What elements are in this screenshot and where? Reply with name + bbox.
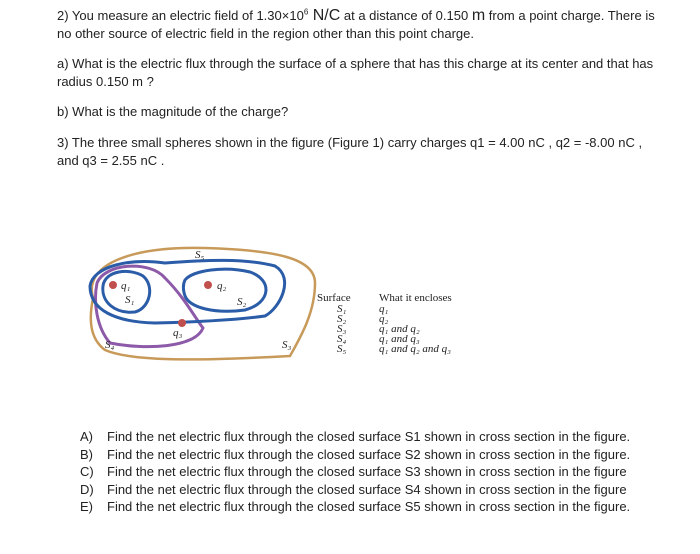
question-letter: B) [80, 446, 93, 462]
question-letter: E) [80, 499, 93, 514]
enclosure-table [317, 292, 452, 355]
question-text: Find the net electric flux through the closed surface S1 shown in cross section in the figure. [107, 429, 631, 444]
table-header-surface: Surface [317, 292, 351, 304]
question-2a-line-2: radius 0.150 m ? [57, 74, 154, 89]
problem-3-line-2: and q3 = 2.55 nC . [57, 153, 165, 168]
exponent: 6 [303, 7, 309, 17]
question-item [80, 498, 690, 516]
question-2a-line-1: a) What is the electric flux through the surface of a sphere that has this charge at its center and that has [57, 56, 654, 71]
question-text: Find the net electric flux through the closed surface S3 shown in cross section in the figure [107, 464, 627, 479]
question-letter: D) [80, 481, 94, 497]
table-row-encloses: q₂ [379, 313, 389, 325]
question-2b: b) What is the magnitude of the charge? [57, 104, 289, 119]
table-row-surface: S₁ [337, 303, 347, 315]
label-q3: q₃ [173, 327, 183, 339]
table-row-encloses: q₁ and q₂ [379, 323, 420, 335]
label-s4: S₄ [105, 339, 115, 351]
label-q1: q₁ [121, 280, 131, 292]
distance-text: at a distance of 0.150 [340, 8, 472, 23]
table-row-encloses: q₁ and q₂ and q₃ [379, 343, 451, 355]
problem-3-line-1: 3) The three small spheres shown in the figure (Figure 1) carry charges q1 = 4.00 nC , q2 = -8.00 nC , [57, 135, 643, 150]
table-row-encloses: q₁ [379, 303, 389, 315]
problem-2-line-1 [57, 6, 687, 25]
field-text: 2) You measure an electric field of 1.30×10 [57, 8, 304, 23]
table-row-surface: S₅ [337, 343, 347, 355]
label-s5: S₅ [195, 249, 205, 261]
label-s3: S₃ [282, 339, 292, 351]
label-s2: S₂ [237, 296, 247, 308]
table-row-surface: S₄ [337, 333, 347, 345]
question-letter: A) [80, 429, 93, 444]
table-row-encloses: q₁ and q₃ [379, 333, 420, 345]
problem-2-line-2: no other source of electric field in the region other than this point charge. [57, 26, 474, 41]
gauss-surfaces-figure [75, 238, 515, 368]
problem-2-tail: from a point charge. There is [485, 8, 655, 23]
question-text: Find the net electric flux through the closed surface S4 shown in cross section in the figure [107, 481, 627, 497]
label-q2: q₂ [217, 280, 227, 292]
charge-q2 [204, 281, 212, 289]
flux-questions [80, 428, 690, 516]
label-s1: S₁ [125, 294, 135, 306]
question-text: Find the net electric flux through the closed surface S5 shown in cross section in the figure. [107, 499, 631, 514]
unit-nc: N/C [308, 7, 341, 24]
surface-s3-curve [90, 260, 285, 323]
table-row-surface: S₃ [337, 323, 347, 335]
question-item [80, 446, 690, 464]
question-letter: C) [80, 464, 94, 479]
charge-q1 [109, 281, 117, 289]
question-item [80, 481, 690, 499]
question-item [80, 428, 690, 446]
table-header-encloses: What it encloses [379, 292, 452, 304]
unit-m: m [471, 7, 486, 24]
table-row-surface: S₂ [337, 313, 347, 325]
question-item [80, 463, 690, 481]
charge-q3 [178, 319, 186, 327]
question-text: Find the net electric flux through the closed surface S2 shown in cross section in the figure. [107, 446, 631, 462]
